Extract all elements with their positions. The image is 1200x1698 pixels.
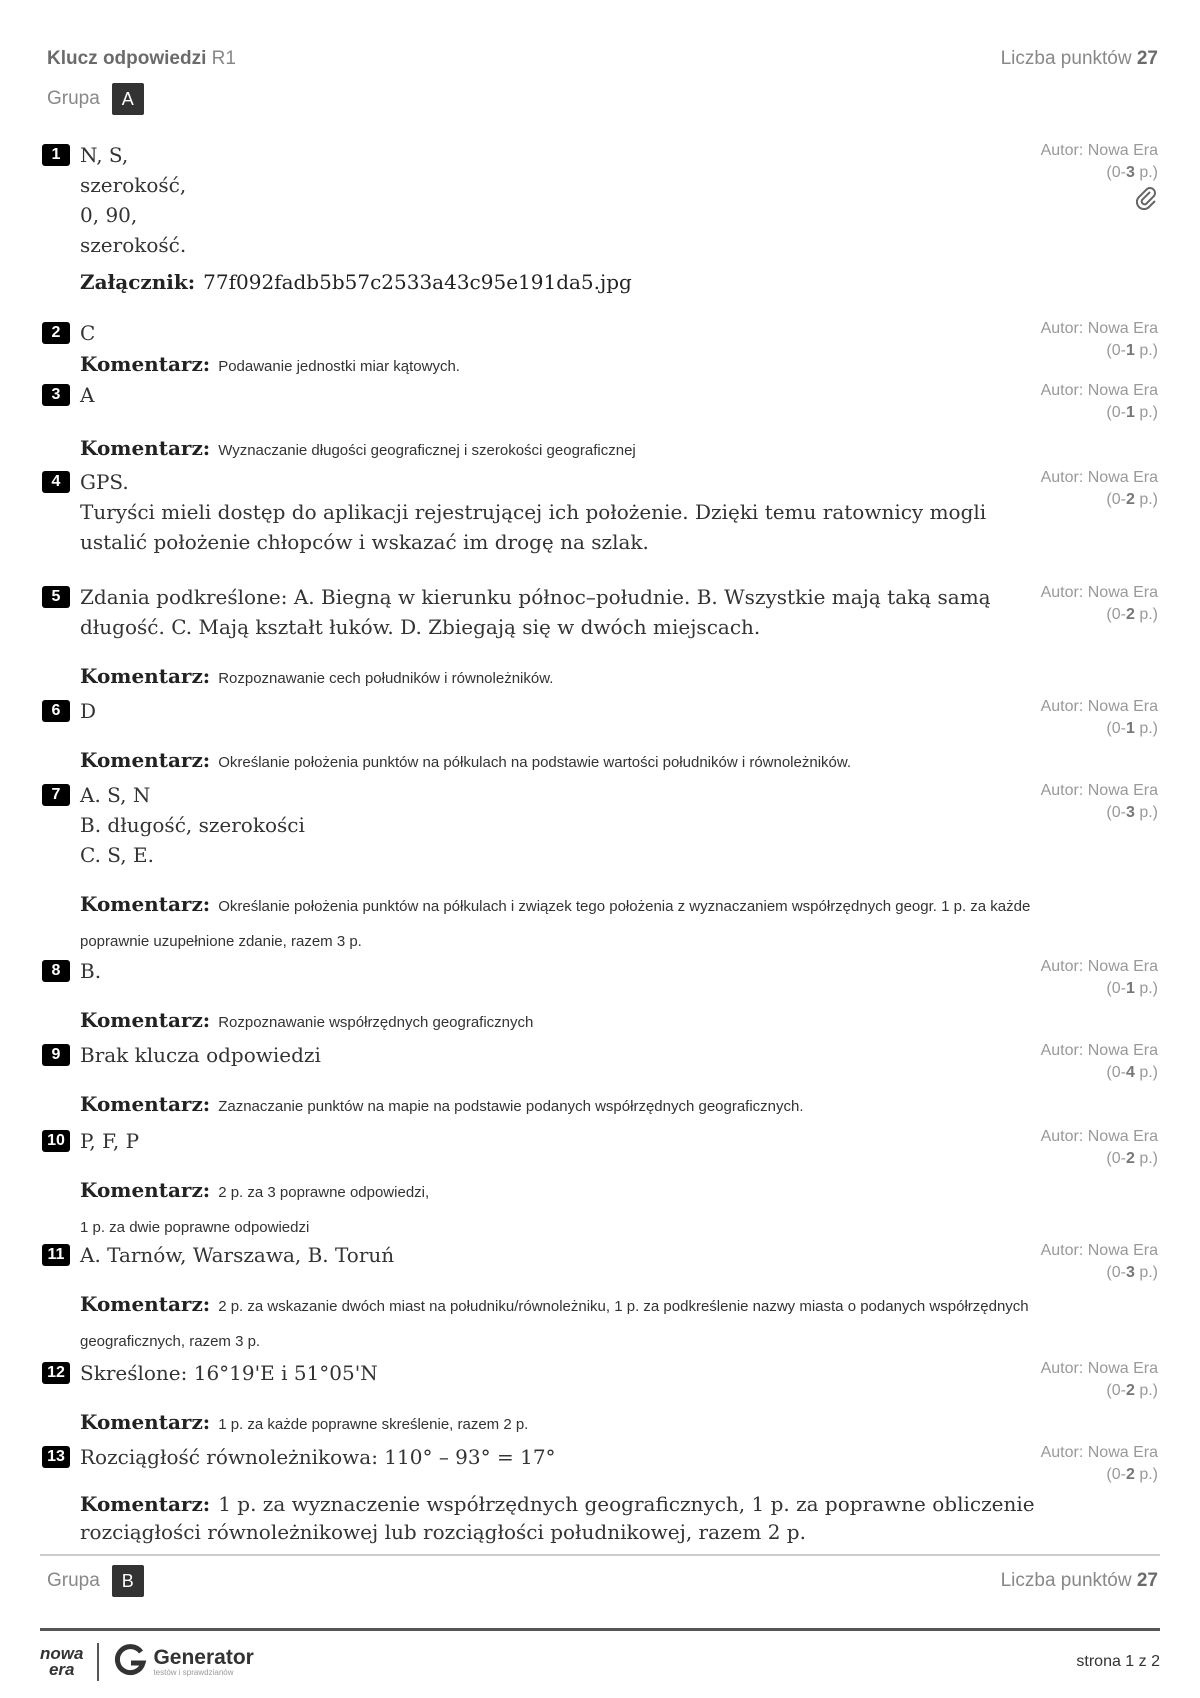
question-8: [42, 956, 1158, 1039]
group-b-label: Grupa B Liczba punktów 27: [47, 1565, 1158, 1597]
question-1: [42, 140, 1158, 294]
question-number: 1: [42, 144, 70, 166]
answer: Rozciągłość równoleżnikowa: 110° – 93° = 17°: [80, 1445, 556, 1469]
answer: Zdania podkreślone: A. Biegną w kierunku północ–południe. B. Wszystkie mają taką samą długość. C. Mają kształt łuków. D. Zbiegają się w dwóch miejscach.: [80, 585, 991, 639]
logo-separator: [97, 1643, 99, 1681]
group-b-points: Liczba punktów 27: [1000, 1570, 1158, 1591]
question-2: [42, 318, 1158, 383]
question-meta: Autor: Nowa Era (0-2 p.): [1041, 1358, 1158, 1402]
group-a-label: Grupa A: [47, 83, 144, 115]
answer: A. S, N B. długość, szerokości C. S, E.: [80, 783, 305, 867]
question-number: 7: [42, 784, 70, 806]
comment: Komentarz: Określanie położenia punktów na półkulach na podstawie wartości południków i równoleżników.: [80, 748, 852, 772]
page-number: strona 1 z 2: [1076, 1653, 1160, 1670]
question-meta: Autor: Nowa Era (0-2 p.): [1041, 582, 1158, 626]
footer-divider: [40, 1628, 1160, 1631]
question-meta: Autor: Nowa Era (0-3 p.): [1041, 780, 1158, 824]
points-range: (0-1 p.): [1106, 404, 1158, 421]
question-7: [42, 780, 1158, 958]
points-range: (0-2 p.): [1106, 1382, 1158, 1399]
comment: Komentarz: Zaznaczanie punktów na mapie na podstawie podanych współrzędnych geograficznych.: [80, 1092, 804, 1116]
question-13: [42, 1442, 1158, 1546]
points-range: (0-3 p.): [1106, 804, 1158, 821]
question-meta: Autor: Nowa Era (0-2 p.): [1041, 1126, 1158, 1170]
question-meta: Autor: Nowa Era (0-4 p.): [1041, 1040, 1158, 1084]
question-4: [42, 467, 1158, 557]
comment: Komentarz: Rozpoznawanie cech południków i równoleżników.: [80, 664, 554, 688]
points-range: (0-1 p.): [1106, 720, 1158, 737]
comment: Komentarz: Określanie położenia punktów na półkulach i związek tego położenia z wyznaczaniem współrzędnych geogr. 1 p. za każde poprawnie uzupełnione zdanie, razem 3 p.: [80, 892, 1031, 950]
group-badge: A: [112, 83, 144, 115]
answer: A. Tarnów, Warszawa, B. Toruń: [80, 1243, 395, 1267]
question-9: [42, 1040, 1158, 1123]
comment: Komentarz: 2 p. za 3 poprawne odpowiedzi, 1 p. za dwie poprawne odpowiedzi: [80, 1178, 430, 1236]
question-meta: Autor: Nowa Era (0-3 p.): [1041, 1240, 1158, 1284]
answer: GPS. Turyści mieli dostęp do aplikacji rejestrującej ich położenie. Dzięki temu ratownicy mogli ustalić położenie chłopców i wskazać im drogę na szlak.: [80, 470, 987, 554]
points-range: (0-3 p.): [1106, 164, 1158, 181]
comment: Komentarz: 1 p. za każde poprawne skreślenie, razem 2 p.: [80, 1410, 529, 1434]
comment: Komentarz: 1 p. za wyznaczenie współrzędnych geograficznych, 1 p. za poprawne obliczenie rozciągłości równoleżnikowej lub rozciągłości południkowej, razem 2 p.: [80, 1492, 1035, 1544]
question-meta: Autor: Nowa Era (0-2 p.): [1041, 467, 1158, 511]
question-number: 6: [42, 700, 70, 722]
footer-logos: [40, 1643, 254, 1681]
answer: Brak klucza odpowiedzi: [80, 1043, 321, 1067]
page-footer: [40, 1640, 1160, 1684]
question-10: [42, 1126, 1158, 1244]
question-number: 4: [42, 471, 70, 493]
points-range: (0-1 p.): [1106, 980, 1158, 997]
question-meta: Autor: Nowa Era (0-1 p.): [1041, 696, 1158, 740]
answer: Skreślone: 16°19'E i 51°05'N: [80, 1361, 378, 1385]
points-range: (0-2 p.): [1106, 491, 1158, 508]
question-5: [42, 582, 1158, 695]
generator-logo: Generator testów i sprawdzianów: [113, 1643, 253, 1681]
question-meta: Autor: Nowa Era (0-1 p.): [1041, 380, 1158, 424]
answer: N, S, szerokość, 0, 90, szerokość.: [80, 143, 187, 257]
comment: Komentarz: Wyznaczanie długości geograficznej i szerokości geograficznej: [80, 436, 636, 460]
question-12: [42, 1358, 1158, 1441]
group-badge: B: [112, 1565, 144, 1597]
question-meta: Autor: Nowa Era (0-1 p.): [1041, 318, 1158, 362]
answer: D: [80, 699, 97, 723]
header-points: Liczba punktów 27: [1000, 48, 1158, 69]
comment: Komentarz: 2 p. za wskazanie dwóch miast na południku/równoleżniku, 1 p. za podkreślenie nazwy miasta o podanych współrzędnych geograficznych, razem 3 p.: [80, 1292, 1029, 1350]
question-3: [42, 380, 1158, 467]
section-divider: [40, 1554, 1160, 1556]
answer: B.: [80, 959, 102, 983]
header-title: Klucz odpowiedzi R1: [47, 48, 236, 69]
comment: Komentarz: Podawanie jednostki miar kątowych.: [80, 352, 460, 376]
points-range: (0-2 p.): [1106, 1150, 1158, 1167]
page-header: [47, 48, 1158, 70]
generator-g-icon: [113, 1643, 147, 1681]
nowa-era-logo: nowa era: [40, 1644, 84, 1679]
question-number: 2: [42, 322, 70, 344]
paperclip-icon[interactable]: [1041, 186, 1158, 217]
question-number: 12: [42, 1362, 70, 1384]
points-range: (0-1 p.): [1106, 342, 1158, 359]
points-range: (0-3 p.): [1106, 1264, 1158, 1281]
attachment[interactable]: Załącznik: 77f092fadb5b57c2533a43c95e191da5.jpg: [80, 270, 632, 294]
question-meta: Autor: Nowa Era (0-3 p.): [1041, 140, 1158, 217]
question-6: [42, 696, 1158, 779]
question-number: 3: [42, 384, 70, 406]
points-range: (0-2 p.): [1106, 1466, 1158, 1483]
points-range: (0-2 p.): [1106, 606, 1158, 623]
question-11: [42, 1240, 1158, 1358]
answer: A: [80, 383, 95, 407]
question-number: 5: [42, 586, 70, 608]
question-number: 9: [42, 1044, 70, 1066]
question-number: 8: [42, 960, 70, 982]
comment: Komentarz: Rozpoznawanie współrzędnych geograficznych: [80, 1008, 534, 1032]
question-number: 13: [42, 1446, 70, 1468]
answer: C: [80, 321, 96, 345]
question-number: 10: [42, 1130, 70, 1152]
question-meta: Autor: Nowa Era (0-1 p.): [1041, 956, 1158, 1000]
question-meta: Autor: Nowa Era (0-2 p.): [1041, 1442, 1158, 1486]
answer: P, F, P: [80, 1129, 140, 1153]
points-range: (0-4 p.): [1106, 1064, 1158, 1081]
question-number: 11: [42, 1244, 70, 1266]
